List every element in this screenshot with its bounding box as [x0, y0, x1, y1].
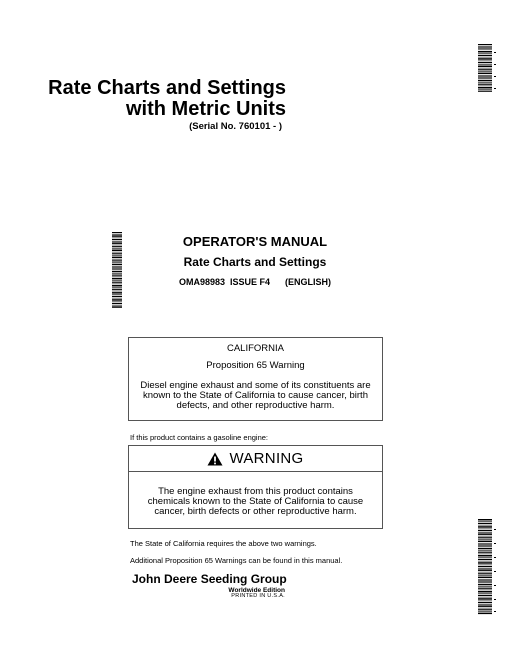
engine-warning-text: The engine exhaust from this product contains chemicals known to the State of California to cause cancer, birth defects or other reproductive harm. [147, 486, 364, 517]
barcode-bottom-right [478, 519, 498, 615]
california-warning-box [128, 337, 383, 421]
california-warning-text: Diesel engine exhaust and some of its constituents are known to the State of California to cause cancer, birth defects, and other reproductive harm. [140, 380, 371, 411]
warning-heading: WARNING [229, 450, 304, 467]
barcode-left [112, 232, 122, 308]
edition-label: Worldwide Edition [228, 587, 285, 594]
printed-label: PRINTED IN U.S.A. [231, 593, 285, 599]
manual-heading: OPERATOR'S MANUAL [182, 234, 328, 249]
warning-triangle-icon [207, 452, 223, 466]
california-heading: CALIFORNIA [226, 343, 284, 354]
proposition-heading: Proposition 65 Warning [206, 360, 305, 371]
publisher-name: John Deere Seeding Group [132, 572, 287, 586]
engine-warning-box [128, 445, 383, 529]
manual-subheading: Rate Charts and Settings [183, 255, 327, 269]
barcode-top-right [478, 44, 498, 92]
document-title [0, 78, 286, 132]
title-line-2: with Metric Units [125, 98, 286, 120]
warning-header [129, 446, 382, 472]
manual-info [150, 234, 360, 287]
additional-warnings-note: Additional Proposition 65 Warnings can be found in this manual. [130, 556, 343, 565]
serial-number: (Serial No. 760101 - ) [189, 121, 282, 132]
manual-issue: OMA98983 ISSUE F4 (ENGLISH) [178, 277, 332, 287]
gasoline-engine-note: If this product contains a gasoline engine: [130, 433, 269, 442]
requirement-note: The State of California requires the above two warnings. [130, 539, 317, 548]
title-line-1: Rate Charts and Settings [48, 77, 286, 99]
